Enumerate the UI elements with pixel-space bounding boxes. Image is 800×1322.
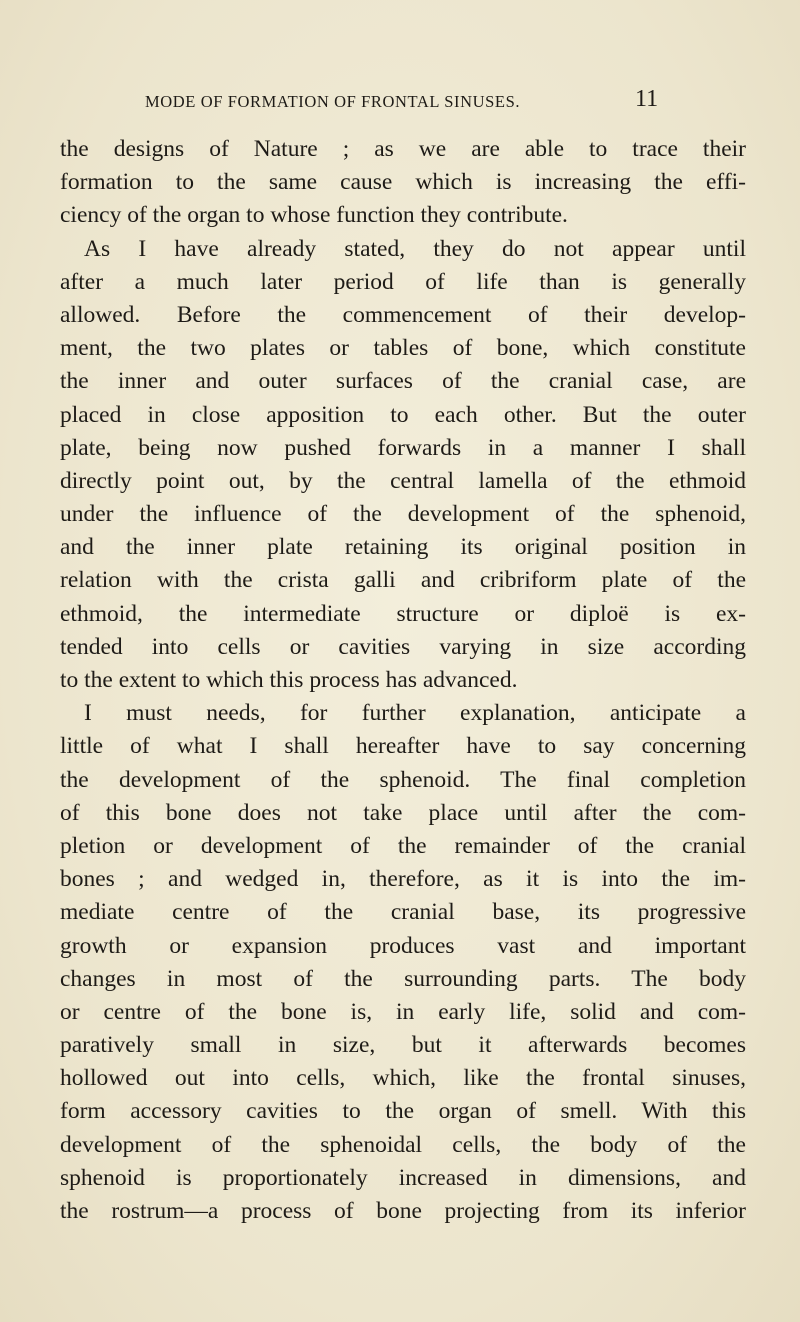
text-line: the development of the sphenoid. The final completion	[60, 766, 746, 793]
text-line: hollowed out into cells, which, like the frontal sinuses,	[60, 1065, 746, 1092]
text-line: little of what I shall hereafter have to say concerning	[60, 733, 746, 760]
text-line: formation to the same cause which is increasing the effi-	[60, 169, 746, 196]
running-head: MODE OF FORMATION OF FRONTAL SINUSES.	[145, 92, 521, 111]
text-line: allowed. Before the commencement of their develop-	[60, 301, 746, 328]
text-line: the rostrum—a process of bone projecting from its inferior	[60, 1198, 746, 1224]
text-line: to the extent to which this process has advanced.	[60, 667, 518, 693]
text-line: ment, the two plates or tables of bone, which constitute	[60, 335, 746, 362]
text-line: paratively small in size, but it afterwards becomes	[60, 1032, 746, 1059]
text-line: relation with the crista galli and cribriform plate of the	[60, 567, 746, 594]
text-line: under the influence of the development of the sphenoid,	[60, 501, 746, 528]
text-line: ethmoid, the intermediate structure or diploë is ex-	[60, 600, 746, 627]
text-line: tended into cells or cavities varying in size according	[60, 633, 746, 660]
text-line: after a much later period of life than is generally	[60, 268, 746, 295]
text-line: ciency of the organ to whose function they contribute.	[60, 202, 568, 229]
text-line: and the inner plate retaining its original position in	[60, 534, 746, 561]
text-line: directly point out, by the central lamella of the ethmoid	[60, 467, 746, 494]
text-line: the inner and outer surfaces of the cranial case, are	[60, 368, 746, 395]
text-line: bones ; and wedged in, therefore, as it is into the im-	[60, 866, 746, 893]
text-line: placed in close apposition to each other. But the outer	[60, 401, 746, 428]
text-line: of this bone does not take place until after the com-	[60, 799, 746, 826]
text-line: sphenoid is proportionately increased in dimensions, and	[60, 1164, 746, 1191]
text-line: plate, being now pushed forwards in a manner I shall	[60, 434, 746, 461]
text-line: form accessory cavities to the organ of smell. With this	[60, 1098, 746, 1125]
text-line: growth or expansion produces vast and important	[60, 932, 746, 959]
text-line: or centre of the bone is, in early life, solid and com-	[60, 998, 746, 1025]
text-line: mediate centre of the cranial base, its progressive	[60, 899, 746, 926]
text-line: I must needs, for further explanation, anticipate a	[84, 700, 746, 727]
page-header	[60, 86, 760, 116]
page-number: 11	[635, 86, 659, 112]
text-line: development of the sphenoidal cells, the body of the	[60, 1131, 746, 1158]
body-text	[60, 133, 746, 1228]
text-line: pletion or development of the remainder of the cranial	[60, 832, 746, 859]
text-line: the designs of Nature ; as we are able to trace their	[60, 136, 746, 162]
text-line: As I have already stated, they do not appear until	[84, 235, 746, 262]
text-line: changes in most of the surrounding parts. The body	[60, 965, 746, 992]
